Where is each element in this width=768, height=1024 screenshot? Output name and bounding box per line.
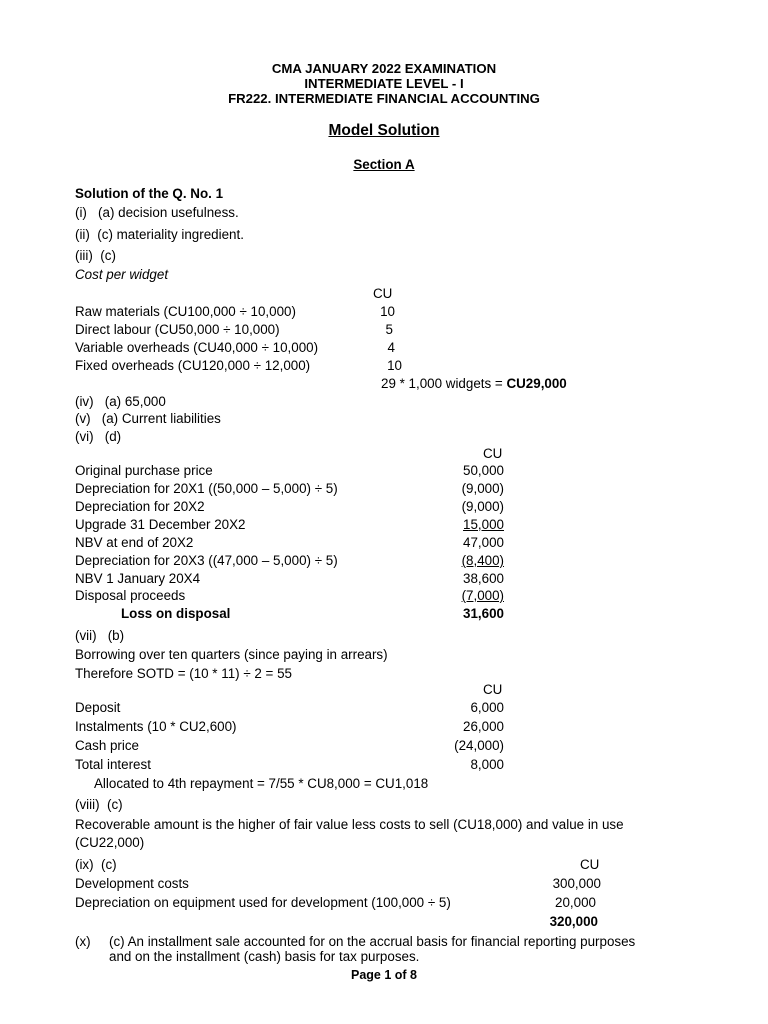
disposal-row-label: NBV 1 January 20X4	[75, 571, 201, 586]
answer-i: (i) (a) decision usefulness.	[75, 205, 239, 220]
answer-ii: (ii) (c) materiality ingredient.	[75, 227, 244, 242]
cost-row-value: 5	[385, 322, 393, 337]
cost-row-label: Fixed overheads (CU120,000 ÷ 12,000)	[75, 358, 311, 373]
disposal-row-value: (7,000)	[461, 588, 504, 603]
interest-row-value: (24,000)	[454, 738, 504, 753]
cu-header-ix: CU	[580, 857, 600, 872]
answer-iv: (iv) (a) 65,000	[75, 394, 166, 409]
loss-on-disposal-label: Loss on disposal	[121, 606, 231, 621]
course-title: FR222. INTERMEDIATE FINANCIAL ACCOUNTING	[228, 91, 540, 106]
vii-explanation-1: Borrowing over ten quarters (since paying in arrears)	[75, 647, 388, 662]
disposal-row-value: 47,000	[463, 535, 504, 550]
development-row-value: 20,000	[555, 895, 596, 910]
loss-on-disposal-value: 31,600	[463, 606, 504, 621]
cost-row-value: 10	[380, 304, 395, 319]
disposal-row-value: 15,000	[463, 517, 504, 532]
answer-x-line2: and on the installment (cash) basis for tax purposes.	[109, 949, 420, 964]
answer-viii: (viii) (c)	[75, 797, 123, 812]
cost-row-value: 4	[387, 340, 395, 355]
page-title: Model Solution	[328, 122, 440, 139]
cost-row-value: 10	[387, 358, 402, 373]
disposal-row-value: (9,000)	[461, 481, 504, 496]
development-total: 320,000	[549, 914, 598, 929]
development-row-value: 300,000	[552, 876, 601, 891]
interest-row-label: Instalments (10 * CU2,600)	[75, 719, 237, 734]
disposal-row-label: Depreciation for 20X1 ((50,000 – 5,000) ÷ 5)	[75, 481, 338, 496]
interest-row-label: Deposit	[75, 700, 121, 715]
disposal-row-value: (8,400)	[461, 553, 504, 568]
vii-explanation-2: Therefore SOTD = (10 * 11) ÷ 2 = 55	[75, 666, 292, 681]
answer-vi: (vi) (d)	[75, 429, 122, 444]
allocation-line: Allocated to 4th repayment = 7/55 * CU8,000 = CU1,018	[94, 776, 429, 791]
cost-row-label: Variable overheads (CU40,000 ÷ 10,000)	[75, 340, 319, 355]
development-row-label: Depreciation on equipment used for development (100,000 ÷ 5)	[75, 895, 451, 910]
question-heading: Solution of the Q. No. 1	[75, 186, 224, 201]
interest-row-label: Total interest	[75, 757, 151, 772]
interest-row-value: 8,000	[470, 757, 504, 772]
interest-row-label: Cash price	[75, 738, 140, 753]
section-heading: Section A	[353, 157, 415, 172]
cost-row-label: Direct labour (CU50,000 ÷ 10,000)	[75, 322, 280, 337]
development-row-label: Development costs	[75, 876, 189, 891]
cu-header-iii: CU	[373, 286, 393, 301]
cost-total	[381, 376, 567, 391]
answer-vii: (vii) (b)	[75, 628, 125, 643]
cost-total-value: CU29,000	[506, 376, 567, 391]
cu-header-vi: CU	[483, 446, 503, 461]
disposal-row-label: Disposal proceeds	[75, 588, 186, 603]
interest-row-value: 6,000	[470, 700, 504, 715]
cu-header-vii: CU	[483, 682, 503, 697]
disposal-row-value: 50,000	[463, 463, 504, 478]
cost-total-text: 29 * 1,000 widgets =	[381, 376, 507, 391]
answer-x-line1: (c) An installment sale accounted for on the accrual basis for financial reporting purposes	[109, 934, 636, 949]
interest-row-value: 26,000	[463, 719, 504, 734]
disposal-row-label: Upgrade 31 December 20X2	[75, 517, 246, 532]
page-number: Page 1 of 8	[351, 968, 417, 982]
disposal-row-label: Original purchase price	[75, 463, 213, 478]
disposal-row-label: NBV at end of 20X2	[75, 535, 194, 550]
disposal-row-value: 38,600	[463, 571, 504, 586]
cost-row-label: Raw materials (CU100,000 ÷ 10,000)	[75, 304, 296, 319]
answer-x-number: (x)	[75, 934, 91, 949]
viii-explanation-2: (CU22,000)	[75, 835, 145, 850]
disposal-row-value: (9,000)	[461, 499, 504, 514]
answer-ix: (ix) (c)	[75, 857, 117, 872]
viii-explanation-1: Recoverable amount is the higher of fair value less costs to sell (CU18,000) and value in use	[75, 817, 624, 832]
level-title: INTERMEDIATE LEVEL - I	[304, 76, 464, 91]
answer-v: (v) (a) Current liabilities	[75, 411, 221, 426]
answer-iii: (iii) (c)	[75, 248, 116, 263]
disposal-row-label: Depreciation for 20X3 ((47,000 – 5,000) ÷ 5)	[75, 553, 338, 568]
exam-title: CMA JANUARY 2022 EXAMINATION	[271, 61, 497, 76]
cost-per-widget-heading: Cost per widget	[75, 267, 169, 282]
disposal-row-label: Depreciation for 20X2	[75, 499, 205, 514]
